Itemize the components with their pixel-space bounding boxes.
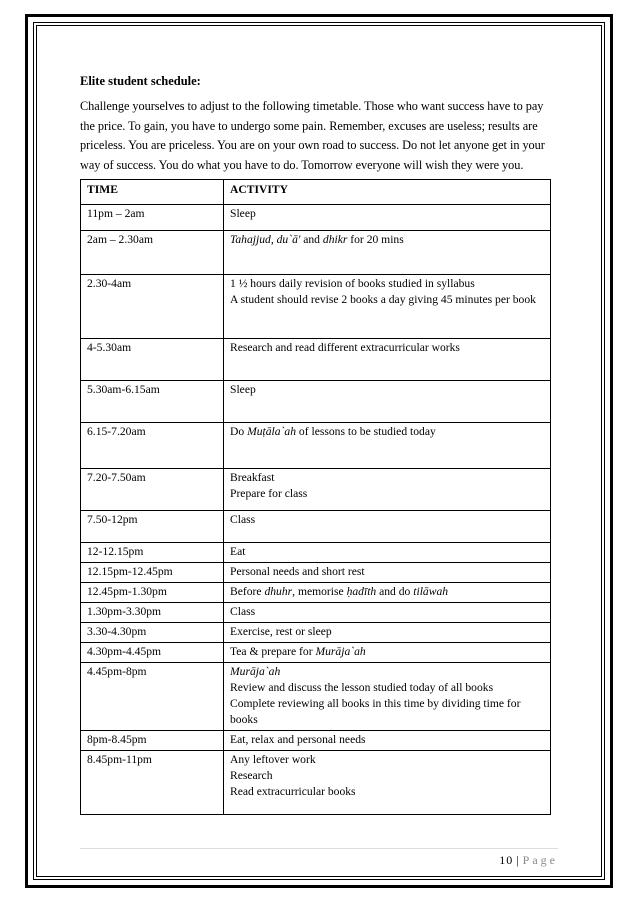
page-number: 10	[499, 853, 514, 867]
activity-line: Exercise, rest or sleep	[230, 625, 332, 638]
time-cell: 3.30-4.30pm	[81, 623, 224, 643]
time-cell: 2.30-4am	[81, 275, 224, 339]
time-cell: 12.15pm-12.45pm	[81, 563, 224, 583]
activity-cell	[224, 643, 551, 663]
table-row	[81, 563, 551, 583]
activity-line: Sleep	[230, 383, 256, 396]
table-row	[81, 205, 551, 231]
activity-line: Read extracurricular books	[230, 785, 356, 798]
activity-cell	[224, 423, 551, 469]
activity-cell	[224, 603, 551, 623]
time-cell: 2am – 2.30am	[81, 231, 224, 275]
intro-paragraph: Challenge yourselves to adjust to the following timetable. Those who want success have to pay the price. To gain, you have to undergo some pain. Remember, excuses are useless; results are priceless. You are priceless. You are on your own road to success. Do not let anyone get in your way of success. You do what you have to do. Tomorrow everyone will wish they were you.	[80, 99, 545, 172]
time-cell: 12-12.15pm	[81, 543, 224, 563]
time-cell: 1.30pm-3.30pm	[81, 603, 224, 623]
activity-line: Prepare for class	[230, 487, 308, 500]
activity-cell	[224, 511, 551, 543]
table-row	[81, 643, 551, 663]
time-cell: 8pm-8.45pm	[81, 731, 224, 751]
activity-line: Complete reviewing all books in this time by dividing time for books	[230, 697, 521, 726]
activity-cell	[224, 583, 551, 603]
activity-line: Any leftover work	[230, 753, 316, 766]
activity-cell	[224, 731, 551, 751]
time-cell: 7.50-12pm	[81, 511, 224, 543]
time-cell: 6.15-7.20am	[81, 423, 224, 469]
footer-divider	[80, 848, 558, 849]
activity-line: Breakfast	[230, 471, 275, 484]
activity-line: Tahajjud, du`ā' and dhikr for 20 mins	[230, 233, 404, 246]
activity-line: Eat, relax and personal needs	[230, 733, 366, 746]
activity-cell	[224, 663, 551, 731]
document-body	[80, 74, 552, 815]
table-header-row	[81, 180, 551, 205]
footer-separator: |	[516, 853, 520, 867]
activity-line: Research and read different extracurricular works	[230, 341, 460, 354]
page-word: Page	[522, 853, 558, 867]
activity-cell	[224, 231, 551, 275]
activity-line: 1 ½ hours daily revision of books studied in syllabus	[230, 277, 475, 290]
time-cell: 12.45pm-1.30pm	[81, 583, 224, 603]
activity-line: Eat	[230, 545, 246, 558]
activity-line: Class	[230, 605, 256, 618]
activity-cell	[224, 623, 551, 643]
activity-cell	[224, 339, 551, 381]
table-row	[81, 543, 551, 563]
activity-line: A student should revise 2 books a day giving 45 minutes per book	[230, 293, 536, 306]
time-cell: 8.45pm-11pm	[81, 751, 224, 815]
activity-line: Tea & prepare for Murāja`ah	[230, 645, 366, 658]
time-cell: 4.45pm-8pm	[81, 663, 224, 731]
activity-line: Before dhuhr, memorise ḥadīth and do tilāwah	[230, 585, 449, 598]
time-cell: 11pm – 2am	[81, 205, 224, 231]
table-row	[81, 339, 551, 381]
activity-line: Research	[230, 769, 273, 782]
schedule-table	[80, 179, 551, 815]
time-cell: 5.30am-6.15am	[81, 381, 224, 423]
activity-cell	[224, 205, 551, 231]
table-row	[81, 275, 551, 339]
header-time: TIME	[81, 180, 224, 205]
activity-line: Sleep	[230, 207, 256, 220]
activity-line: Class	[230, 513, 256, 526]
activity-cell	[224, 543, 551, 563]
document-heading: Elite student schedule:	[80, 74, 201, 88]
table-row	[81, 469, 551, 511]
time-cell: 4.30pm-4.45pm	[81, 643, 224, 663]
activity-line: Review and discuss the lesson studied today of all books	[230, 681, 494, 694]
activity-cell	[224, 563, 551, 583]
time-cell: 7.20-7.50am	[81, 469, 224, 511]
activity-cell	[224, 381, 551, 423]
activity-cell	[224, 275, 551, 339]
activity-line: Personal needs and short rest	[230, 565, 365, 578]
header-activity: ACTIVITY	[224, 180, 551, 205]
table-row	[81, 423, 551, 469]
table-row	[81, 511, 551, 543]
activity-cell	[224, 469, 551, 511]
table-row	[81, 381, 551, 423]
page-footer	[499, 853, 558, 868]
table-row	[81, 663, 551, 731]
table-row	[81, 583, 551, 603]
activity-line: Murāja`ah	[230, 665, 281, 678]
activity-cell	[224, 751, 551, 815]
table-row	[81, 623, 551, 643]
table-row	[81, 731, 551, 751]
table-row	[81, 751, 551, 815]
table-row	[81, 231, 551, 275]
time-cell: 4-5.30am	[81, 339, 224, 381]
table-row	[81, 603, 551, 623]
activity-line: Do Muṭāla`ah of lessons to be studied today	[230, 425, 436, 438]
